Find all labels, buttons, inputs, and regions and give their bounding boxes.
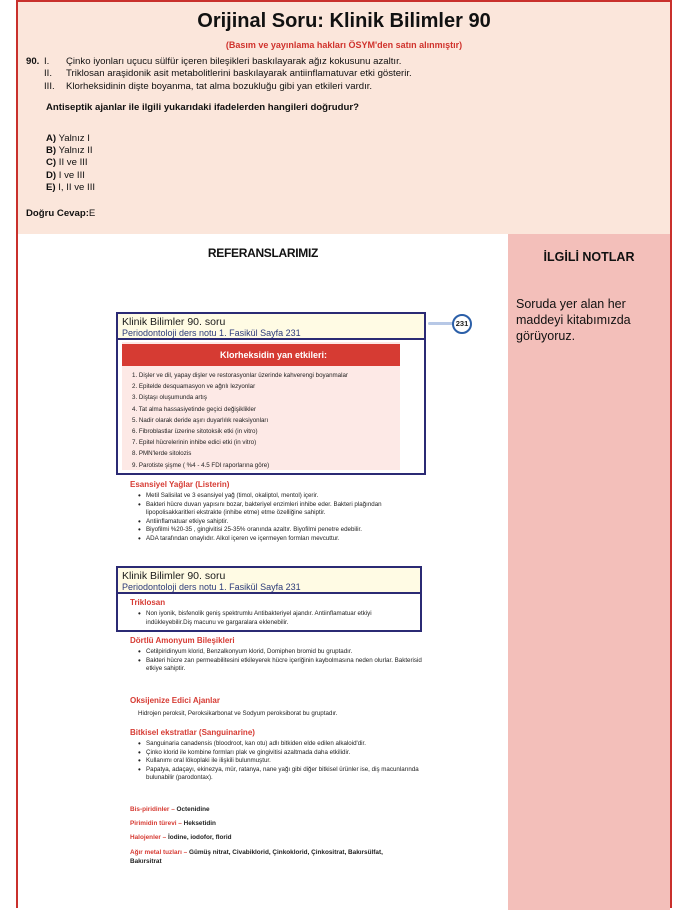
page-frame xyxy=(16,0,672,908)
dortlu-amonyum-heading: Dörtlü Amonyum Bileşikleri xyxy=(130,636,235,645)
copyright-notice: (Basım ve yayınlama hakları ÖSYM'den satın alınmıştır) xyxy=(225,40,463,50)
question-number: 90. xyxy=(26,56,40,67)
bitkisel-list: • Sanguinaria canadensis (bloodroot, kan otu) adlı bitkiden elde edilen alkaloid'dir. • Çinko klorid ile kombine formları plak ve gingivitisi azaltmada daha etkilidir. • Kullanımı oral lökoplaki ile ilişkili bulunmuştur. • Papatya, adaçayı, ekinezya, mür, ratanya, nane yağı gibi diğer bitkisel ürünler ise, diş macunlarında bulunabilir (parodontax). xyxy=(138,740,424,783)
statement-text: Triklosan araşidonik asit metabolitlerini baskılayarak antiinflamatuvar etki gösterir. xyxy=(66,68,412,80)
oksijenize-text: Hidrojen peroksit, Peroksikarbonat ve Sodyum peroksiborat bu gruptadır. xyxy=(138,710,338,717)
option-d[interactable]: D) I ve III xyxy=(46,169,85,181)
bis-piridinler-line: Bis-piridinler – Octenidine xyxy=(130,806,210,813)
esansiyel-heading: Esansiyel Yağlar (Listerin) xyxy=(130,480,230,489)
option-e[interactable]: E) I, II ve III xyxy=(46,181,96,193)
pirimidin-line: Pirimidin türevi – Heksetidin xyxy=(130,820,216,827)
answer-options xyxy=(46,133,95,194)
reference-label-1: Klinik Bilimler 90. soru Periodontoloji ders notu 1. Fasikül Sayfa 231 xyxy=(116,312,426,340)
book-page-excerpt xyxy=(38,290,516,910)
statement-roman: II. xyxy=(44,68,52,80)
triklosan-list: • Non iyonik, bisfenolik geniş spektrumlu Antibakteriyel ajandır. Antiinflamatuar etkiyi indükleyebilir.Diş macunu ve gargaralara eklenebilir. xyxy=(138,610,418,627)
klorheksidin-box xyxy=(122,342,400,470)
option-a[interactable]: A) Yalnız I xyxy=(46,133,90,144)
oksijenize-heading: Oksijenize Edici Ajanlar xyxy=(130,696,220,705)
statement-text: Klorheksidinin dişte boyanma, tat alma bozukluğu gibi yan etkileri vardır. xyxy=(66,80,373,92)
correct-answer: Doğru Cevap:E xyxy=(26,208,96,219)
klorheksidin-heading: Klorheksidin yan etkileri: xyxy=(122,344,400,366)
option-b[interactable]: B) Yalnız II xyxy=(46,145,93,157)
page-number-badge: 231 xyxy=(452,314,472,334)
statement-roman: III. xyxy=(44,80,55,92)
statement-text: Çinko iyonları uçucu sülfür içeren bileşikleri baskılayarak ağız kokusunu azaltır. xyxy=(66,56,402,67)
references-header: REFERANSLARIMIZ xyxy=(207,246,319,260)
question-prompt: Antiseptik ajanlar ile ilgili yukarıdaki ifadelerden hangileri doğrudur? xyxy=(46,102,359,113)
statement-row xyxy=(26,68,666,80)
option-c[interactable]: C) II ve III xyxy=(46,157,88,169)
notes-text: Soruda yer alan her maddeyi kitabımızda görüyoruz. xyxy=(516,297,631,343)
bitkisel-heading: Bitkisel ekstratlar (Sanguinarine) xyxy=(130,728,255,737)
notes-panel xyxy=(508,234,670,910)
pen-icon xyxy=(428,322,454,325)
triklosan-heading: Triklosan xyxy=(130,598,166,607)
statement-roman: I. xyxy=(44,56,50,67)
halojenler-line: Halojenler – İodine, iodofor, florid xyxy=(130,834,232,841)
correct-answer-value: E xyxy=(88,208,96,219)
reference-label-2: Klinik Bilimler 90. soru Periodontoloji ders notu 1. Fasikül Sayfa 231 xyxy=(116,566,422,594)
agir-metal-line: Ağır metal tuzları – Gümüş nitrat, Civabiklorid, Çinkoklorid, Çinkositrat, Bakırsülfat, Bakırsitrat xyxy=(130,849,383,865)
esansiyel-list: • Metil Salisilat ve 3 esansiyel yağ (timol, okaliptol, mentol) içerir. • Bakteri hücre duvarı yapısını bozar, bakteriyel enzimleri inhibe eder. Bakteri plağından lipopolisakkaritleri ekstrakte (inhibe etme) etme özelliğine sahiptir. • Antiinflamatuar etkiye sahiptir. • Biyofilmi %20-35 , gingivitisi 25-35% oranında azaltır. Biyofilmi penetre edebilir. • ADA tarafından onaylıdır. Alkol içeren ve içermeyen formları mevcuttur. xyxy=(138,492,426,544)
klorheksidin-list: 1. Dişler ve dil, yapay dişler ve restorasyonlar üzerinde kahverengi boyanmalar 2. Epitelde desquamasyon ve ağrılı lezyonlar 3. Diştaşı oluşumunda artış 4. Tat alma hassasiyetinde geçici değişiklikler 5. Nadir olarak deride aşırı duyarlılık reaksiyonları 6. Fibroblastlar üzerine sitotoksik etki (in vitro) 7. Epitel hücrelerinin inhibe edici etki (in vitro) 8. PMN'lerde sitolozis 9. Parotiste şişme ( %4 - 4.5 FDI raporlarına göre) xyxy=(132,372,348,469)
question-stem xyxy=(26,56,666,93)
statement-row xyxy=(26,56,666,68)
question-panel xyxy=(18,2,670,234)
notes-title: İLGİLİ NOTLAR xyxy=(543,250,635,264)
statement-row xyxy=(26,81,666,93)
dortlu-amonyum-list: • Cetilpiridinyum klorid, Benzalkonyum klorid, Domiphen bromid bu gruptadır. • Bakteri hücre zarı permeabilitesini etkileyerek hücre içeriğinin kaybolmasına neden olurlar. Bakterisid etkiye sahiptir. xyxy=(138,648,424,674)
page-title: Orijinal Soru: Klinik Bilimler 90 xyxy=(197,10,491,32)
